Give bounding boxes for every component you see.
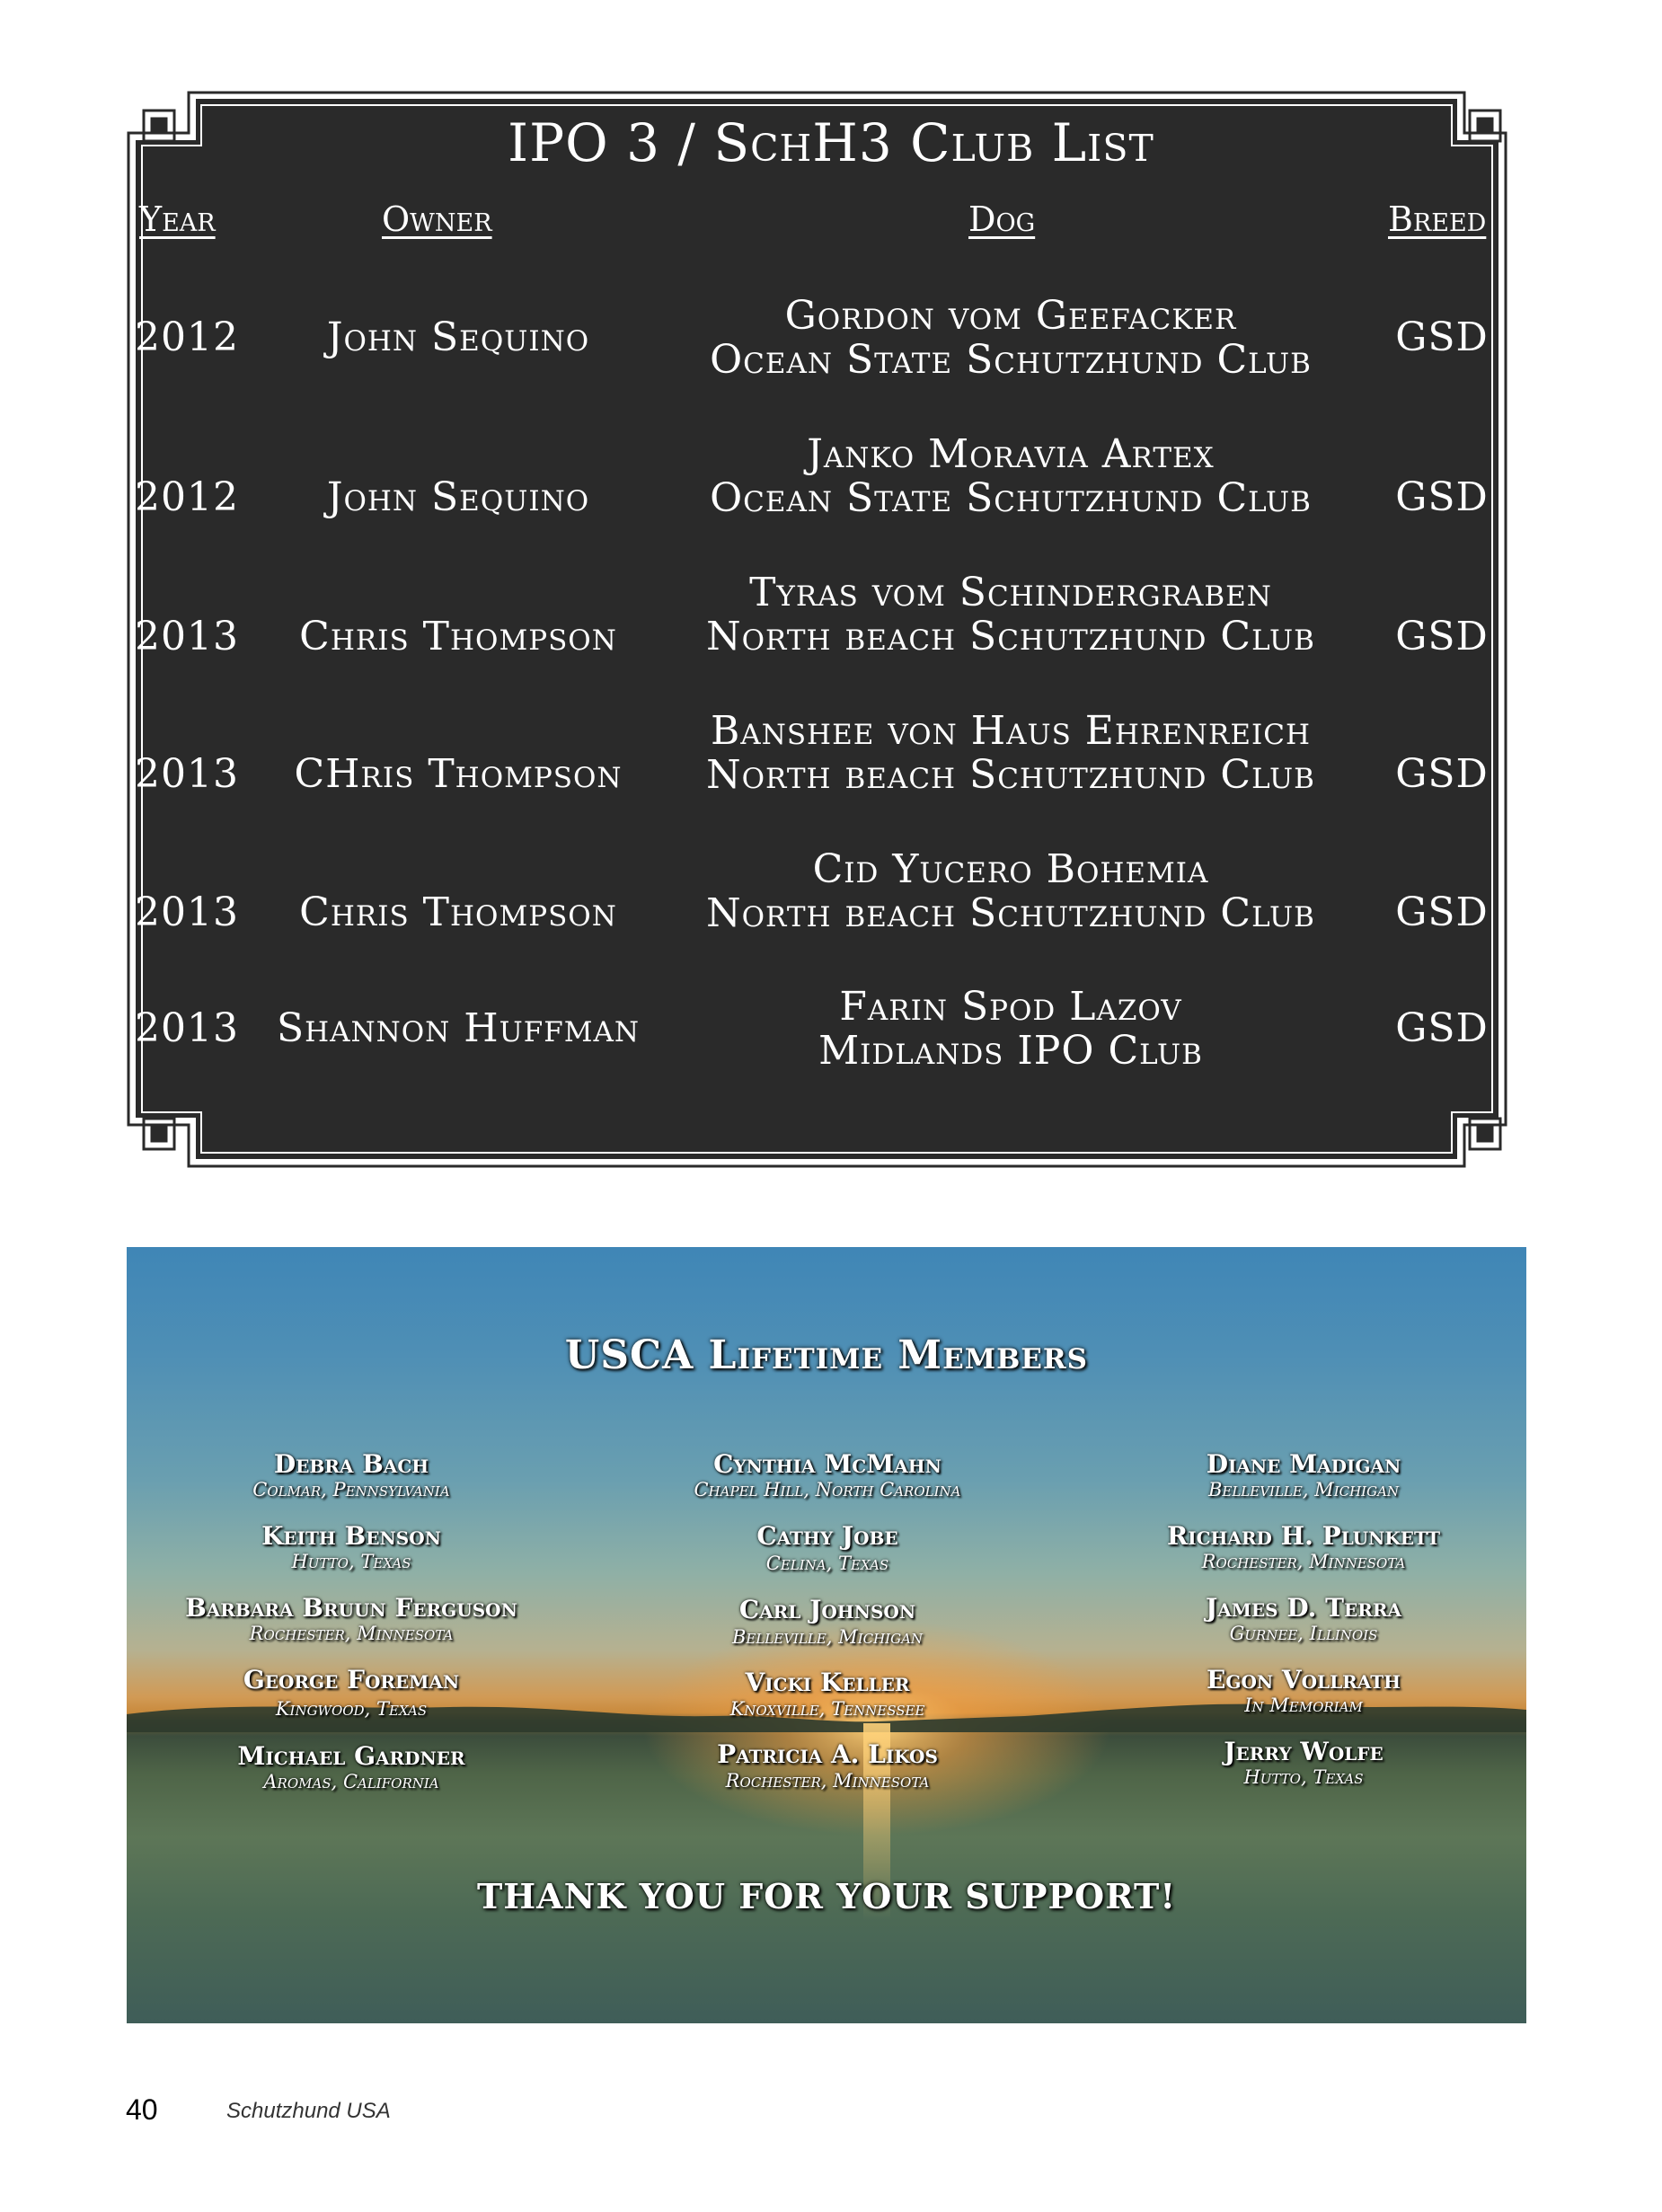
row-club: North beach Schutzhund Club (706, 890, 1315, 936)
member-name: Jerry Wolfe (1224, 1737, 1384, 1766)
row-owner: Chris Thompson (299, 614, 617, 659)
row-breed: GSD (1395, 614, 1489, 659)
thank-you-message: THANK YOU FOR YOUR SUPPORT! (476, 1876, 1177, 1916)
member-location: Gurnee, Illinois (1229, 1623, 1378, 1644)
row-year: 2013 (135, 751, 239, 797)
member-location: Rochester, Minnesota (249, 1623, 454, 1644)
member-location: Aromas, California (263, 1771, 439, 1792)
row-breed: GSD (1395, 751, 1489, 797)
member-location: In Memoriam (1244, 1694, 1363, 1716)
member-location: Celina, Texas (765, 1553, 889, 1574)
member-name: Diane Madigan (1206, 1449, 1401, 1479)
row-year: 2012 (135, 314, 239, 360)
row-year: 2013 (135, 614, 239, 659)
member-name: Cathy Jobe (756, 1521, 898, 1551)
row-club: Ocean State Schutzhund Club (710, 337, 1312, 383)
member-name: Keith Benson (261, 1521, 441, 1551)
row-breed: GSD (1395, 314, 1489, 360)
corner-ornament-bottom-left (144, 1119, 174, 1149)
member-name: Cynthia McMahn (713, 1449, 942, 1479)
row-year: 2013 (135, 1005, 239, 1051)
header-year: Year (139, 199, 216, 239)
member-location: Hutto, Texas (1243, 1766, 1364, 1788)
row-club: Midlands IPO Club (818, 1028, 1203, 1074)
page-number: 40 (126, 2093, 158, 2126)
member-name: Michael Gardner (237, 1741, 465, 1771)
row-dog: Tyras vom Schindergraben (749, 570, 1272, 615)
row-club: North beach Schutzhund Club (706, 614, 1315, 659)
lifetime-title: USCA Lifetime Members (564, 1332, 1089, 1378)
lifetime-members-panel (127, 1247, 1526, 2023)
row-club: Ocean State Schutzhund Club (710, 475, 1312, 521)
row-dog: Cid Yucero Bohemia (812, 846, 1209, 892)
member-location: Knoxville, Tennessee (729, 1698, 925, 1720)
row-dog: Gordon vom Geefacker (784, 293, 1237, 339)
member-location: Colmar, Pennsylvania (252, 1479, 450, 1500)
member-name: James D. Terra (1206, 1593, 1401, 1623)
member-location: Belleville, Michigan (1207, 1479, 1400, 1500)
member-location: Chapel Hill, North Carolina (694, 1479, 961, 1500)
row-dog: Farin Spod Lazov (839, 984, 1182, 1030)
member-name: Debra Bach (273, 1449, 429, 1479)
member-name: George Foreman (243, 1665, 460, 1694)
row-breed: GSD (1395, 474, 1489, 520)
row-breed: GSD (1395, 1005, 1489, 1051)
row-year: 2012 (135, 474, 239, 520)
row-owner: CHris Thompson (294, 751, 623, 797)
member-location: Belleville, Michigan (731, 1626, 924, 1648)
row-dog: Banshee von Haus Ehrenreich (710, 708, 1312, 754)
member-name: Barbara Bruun Ferguson (185, 1593, 517, 1623)
member-location: Rochester, Minnesota (1201, 1551, 1406, 1572)
publication-name: Schutzhund USA (226, 2099, 391, 2123)
row-year: 2013 (135, 889, 239, 935)
member-name: Patricia A. Likos (717, 1739, 938, 1769)
member-name: Richard H. Plunkett (1166, 1521, 1441, 1551)
member-name: Carl Johnson (738, 1595, 916, 1624)
row-club: North beach Schutzhund Club (706, 752, 1315, 798)
row-dog: Janko Moravia Artex (807, 431, 1215, 477)
member-location: Rochester, Minnesota (725, 1770, 930, 1792)
header-breed: Breed (1388, 199, 1487, 239)
member-location: Hutto, Texas (291, 1551, 411, 1572)
row-owner: John Sequino (326, 314, 590, 360)
plaque-title: IPO 3 / SchH3 Club List (508, 112, 1154, 173)
member-location: Kingwood, Texas (275, 1698, 428, 1720)
row-breed: GSD (1395, 889, 1489, 935)
header-dog: Dog (968, 199, 1036, 239)
row-owner: Shannon Huffman (276, 1005, 641, 1051)
corner-ornament-bottom-right (1470, 1119, 1500, 1149)
row-owner: John Sequino (326, 474, 590, 520)
row-owner: Chris Thompson (299, 889, 617, 935)
member-name: Egon Vollrath (1207, 1665, 1401, 1694)
member-name: Vicki Keller (745, 1668, 910, 1697)
header-owner: Owner (382, 199, 492, 239)
